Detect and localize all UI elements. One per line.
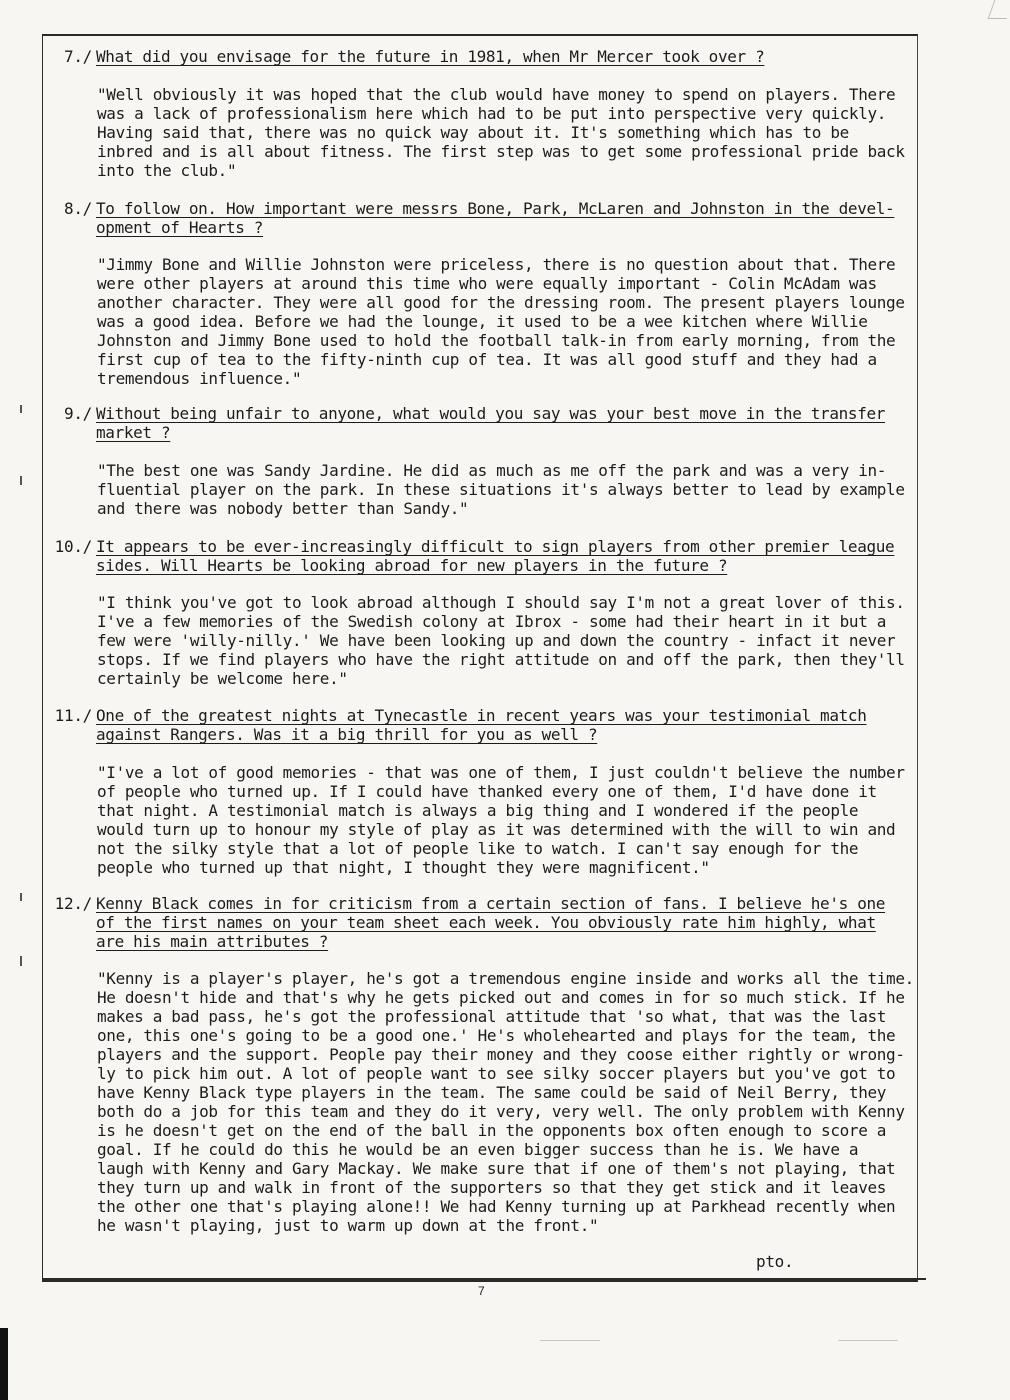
question-text xyxy=(96,199,908,237)
question-line: To follow on. How important were messrs Bone, Park, McLaren and Johnston in the devel- xyxy=(96,199,895,218)
bottom-rule xyxy=(42,1278,926,1280)
answer-text: "I think you've got to look abroad although I should say I'm not a great lover of this. I've a few memories of the Swedish colony at Ibrox - some had their heart in it but a few were 'willy-nilly.' We have been looking up and down the country - infact it never stops. If we find players who have the right attitude on and off the park, then they'll certainly be welcome here." xyxy=(97,593,905,688)
question-number: 9./ xyxy=(64,404,92,423)
question-text xyxy=(96,706,908,744)
question-line: Without being unfair to anyone, what would you say was your best move in the transfer xyxy=(96,404,886,423)
question-text xyxy=(96,537,908,575)
question-line: against Rangers. Was it a big thrill for you as well ? xyxy=(96,725,598,744)
question-line: of the first names on your team sheet each week. You obviously rate him highly, what xyxy=(96,913,876,932)
question-number: 12./ xyxy=(54,894,92,913)
question-line: sides. Will Hearts be looking abroad for new players in the future ? xyxy=(96,556,728,575)
question-line: market ? xyxy=(96,423,171,442)
answer-text: "Jimmy Bone and Willie Johnston were priceless, there is no question about that. There were other players at around this time who were equally important - Colin McAdam was another character. They were all good for the dressing room. The present players lounge was a good idea. Before we had the lounge, it used to be a wee kitchen where Willie Johnston and Jimmy Bone used to hold the football talk-in from early morning, from the first cup of tea to the fifty-ninth cup of tea. It was all good stuff and they had a tremendous influence." xyxy=(97,255,905,388)
margin-mark xyxy=(20,956,22,966)
answer-text: "The best one was Sandy Jardine. He did as much as me off the park and was a very in- fluential player on the park. In these situations it's always better to lead by example and there was nobody better than Sandy." xyxy=(97,461,905,518)
scan-smudge xyxy=(838,1340,898,1341)
question-line: What did you envisage for the future in 1981, when Mr Mercer took over ? xyxy=(96,47,765,66)
question-line: It appears to be ever-increasingly difficult to sign players from other premier league xyxy=(96,537,895,556)
question-number: 11./ xyxy=(54,706,92,725)
answer-text: "I've a lot of good memories - that was one of them, I just couldn't believe the number of people who turned up. If I could have thanked every one of them, I'd have done it that night. A testimonial match is always a big thing and I wondered if the people would turn up to honour my style of play as it was determined with the will to win and not the silky style that a lot of people like to watch. I can't say enough for the people who turned up that night, I thought they were magnificent." xyxy=(97,763,905,877)
question-line: One of the greatest nights at Tynecastle in recent years was your testimonial match xyxy=(96,706,867,725)
question-line: opment of Hearts ? xyxy=(96,218,264,237)
margin-mark xyxy=(20,476,22,485)
question-text xyxy=(96,894,908,951)
scan-smudge xyxy=(540,1340,600,1341)
question-text xyxy=(96,404,908,442)
pto-note: pto. xyxy=(756,1252,794,1271)
answer-text: "Kenny is a player's player, he's got a tremendous engine inside and works all the time. He doesn't hide and that's why he gets picked out and comes in for so much stick. If he makes a bad pass, he's got the professional attitude that 'so what, that was the last one, this one's going to be a good one.' He's wholehearted and plays for the team, the players and the support. People pay their money and they coose either rightly or wrong- ly to pick him out. A lot of people want to see silky soccer players but you've got to have Kenny Black type players in the team. The same could be said of Neil Berry, they both do a job for this team and they do it very, very well. The only problem with Kenny is he doesn't get on the end of the ball in the opponents box often enough to score a goal. If he could do this he would be an even bigger success than he is. We have a laugh with Kenny and Gary Mackay. We make sure that if one of them's not playing, that they turn up and walk in front of the supporters so that they get stick and it leaves the other one that's playing alone!! We had Kenny turning up at Parkhead recently when he wasn't playing, just to warm up down at the front." xyxy=(97,969,914,1235)
answer-text: "Well obviously it was hoped that the club would have money to spend on players. There was a lack of professionalism here which had to be put into perspective very quickly. Having said that, there was no quick way about it. It's something which has to be inbred and is all about fitness. The first step was to get some professional pride back into the club." xyxy=(97,85,905,180)
page-corner-fold xyxy=(988,0,1010,19)
question-number: 10./ xyxy=(54,537,92,556)
question-number: 8./ xyxy=(64,199,92,218)
page-number: 7 xyxy=(478,1284,485,1298)
question-line: Kenny Black comes in for criticism from a certain section of fans. I believe he's one xyxy=(96,894,886,913)
question-number: 7./ xyxy=(64,47,92,66)
question-line: are his main attributes ? xyxy=(96,932,329,951)
scan-edge-mark xyxy=(0,1328,8,1400)
question-text xyxy=(96,47,908,66)
